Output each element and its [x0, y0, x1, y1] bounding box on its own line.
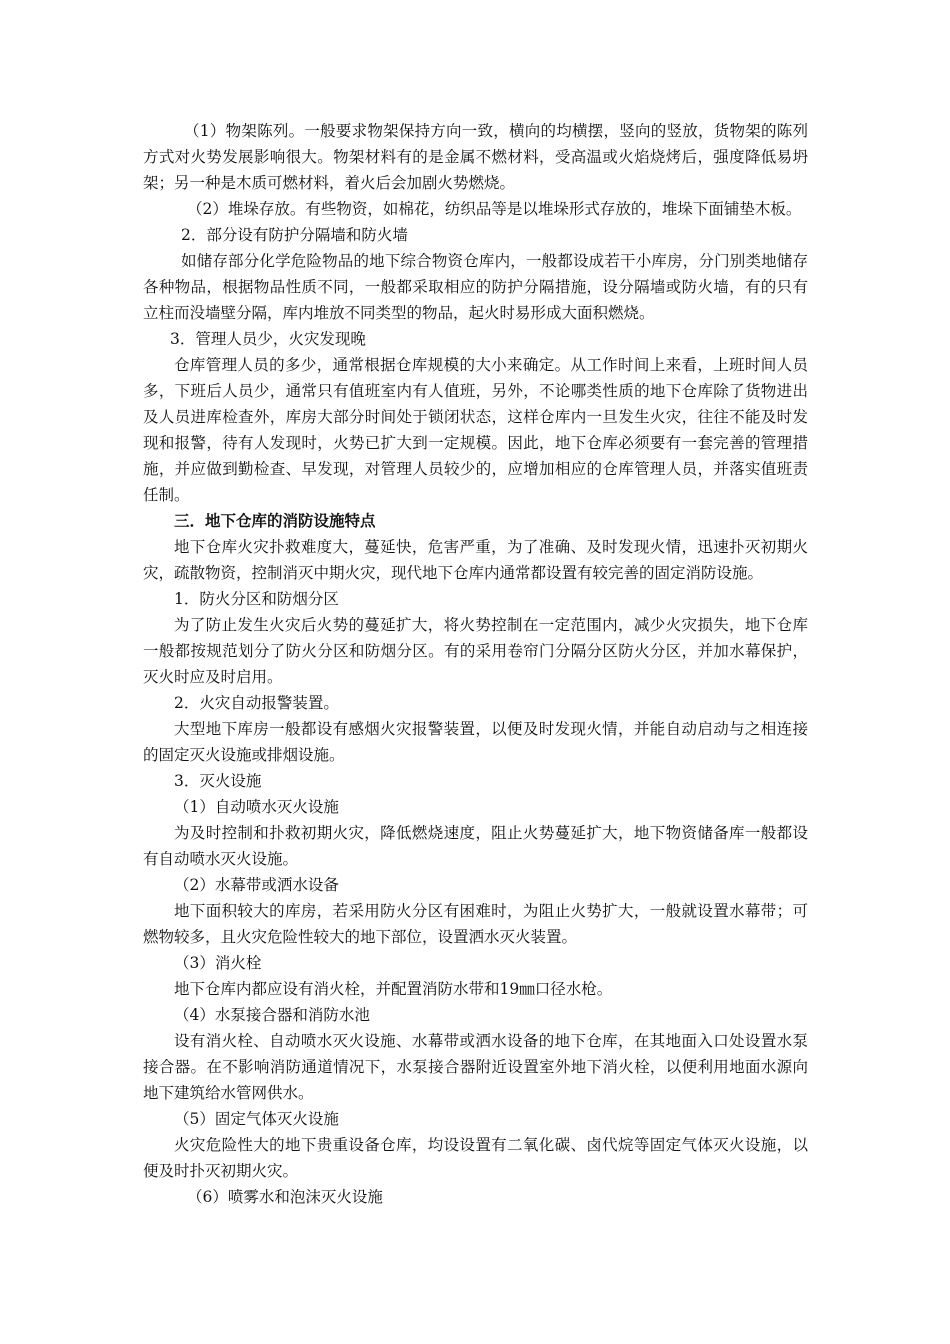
heading-auto-alarm: 2．火灾自动报警装置。 [174, 694, 339, 712]
paragraph-hydrant: 地下仓库内都应设有消火栓，并配置消防水带和19㎜口径水枪。 [174, 980, 613, 998]
heading-water-curtain: （2）水幕带或洒水设备 [174, 876, 339, 894]
paragraph-pump-connector: 设有消火栓、自动喷水灭火设施、水幕带或洒水设备的地下仓库，在其地面入口处设置水泵接合器。在不影响消防通道情况下，水泵接合器附近设置室外地下消火栓，以便利用地面水源向地下建筑给水管网供水。 [143, 1032, 808, 1102]
heading-spray-foam: （6）喷雾水和泡沫灭火设施 [187, 1188, 383, 1206]
paragraph-shelf-display: （1）物架陈列。一般要求物架保持方向一致，横向的均横摆，竖向的竖放，货物架的陈列方式对火势发展影响很大。物架材料有的是金属不燃材料，受高温或火焰烧烤后，强度降低易坍架；另一种是木质可燃材料，着火后会加剧火势燃烧。 [143, 122, 808, 192]
section-heading-fire-facilities: 三．地下仓库的消防设施特点 [174, 511, 376, 530]
document-page [143, 118, 808, 1210]
heading-sprinkler: （1）自动喷水灭火设施 [174, 798, 339, 816]
heading-gas-extinguishing: （5）固定气体灭火设施 [174, 1110, 339, 1128]
paragraph-sprinkler: 为及时控制和扑救初期火灾，降低燃烧速度，阻止火势蔓延扩大，地下物资储备库一般都设有自动喷水灭火设施。 [143, 824, 808, 868]
paragraph-partition-walls: 如储存部分化学危险物品的地下综合物资仓库内，一般都设成若干小库房，分门别类地储存各种物品，根据物品性质不同，一般都采取相应的防护分隔措施，设分隔墙或防火墙，有的只有立柱而没墙壁分隔，库内堆放不同类型的物品，起火时易形成大面积燃烧。 [143, 252, 808, 322]
heading-few-staff: 3．管理人员少，火灾发现晚 [170, 330, 366, 348]
heading-partition-walls: 2．部分设有防护分隔墙和防火墙 [181, 226, 408, 244]
paragraph-stack-storage: （2）堆垛存放。有些物资，如棉花，纺织品等是以堆垛形式存放的，堆垛下面铺垫木板。 [187, 200, 802, 218]
paragraph-gas-extinguishing: 火灾危险性大的地下贵重设备仓库，均设设置有二氧化碳、卤代烷等固定气体灭火设施，以便及时扑灭初期火灾。 [143, 1136, 808, 1180]
heading-extinguishing: 3．灭火设施 [174, 772, 262, 790]
heading-fire-smoke-zones: 1．防火分区和防烟分区 [174, 590, 339, 608]
heading-hydrant: （3）消火栓 [174, 954, 262, 972]
paragraph-water-curtain: 地下面积较大的库房，若采用防火分区有困难时，为阻止火势扩大，一般就设置水幕带；可燃物较多，且火灾危险性较大的地下部位，设置洒水灭火装置。 [143, 902, 808, 946]
paragraph-fire-facilities-intro: 地下仓库火灾扑救难度大，蔓延快，危害严重，为了准确、及时发现火情，迅速扑灭初期火灾，疏散物资，控制消灭中期火灾，现代地下仓库内通常都设置有较完善的固定消防设施。 [143, 538, 808, 582]
paragraph-few-staff: 仓库管理人员的多少，通常根据仓库规模的大小来确定。从工作时间上来看，上班时间人员多，下班后人员少，通常只有值班室内有人值班，另外，不论哪类性质的地下仓库除了货物进出及人员进库检查外，库房大部分时间处于锁闭状态，这样仓库内一旦发生火灾，往往不能及时发现和报警，待有人发现时，火势已扩大到一定规模。因此，地下仓库必须要有一套完善的管理措施，并应做到勤检查、早发现，对管理人员较少的，应增加相应的仓库管理人员，并落实值班责任制。 [143, 356, 808, 504]
paragraph-fire-smoke-zones: 为了防止发生火灾后火势的蔓延扩大，将火势控制在一定范围内，减少火灾损失，地下仓库一般都按规范划分了防火分区和防烟分区。有的采用卷帘门分隔分区防火分区，并加水幕保护，灭火时应及时启用。 [143, 616, 808, 686]
paragraph-auto-alarm: 大型地下库房一般都设有感烟火灾报警装置，以便及时发现火情，并能自动启动与之相连接的固定灭火设施或排烟设施。 [143, 720, 808, 764]
heading-pump-connector: （4）水泵接合器和消防水池 [174, 1006, 370, 1024]
